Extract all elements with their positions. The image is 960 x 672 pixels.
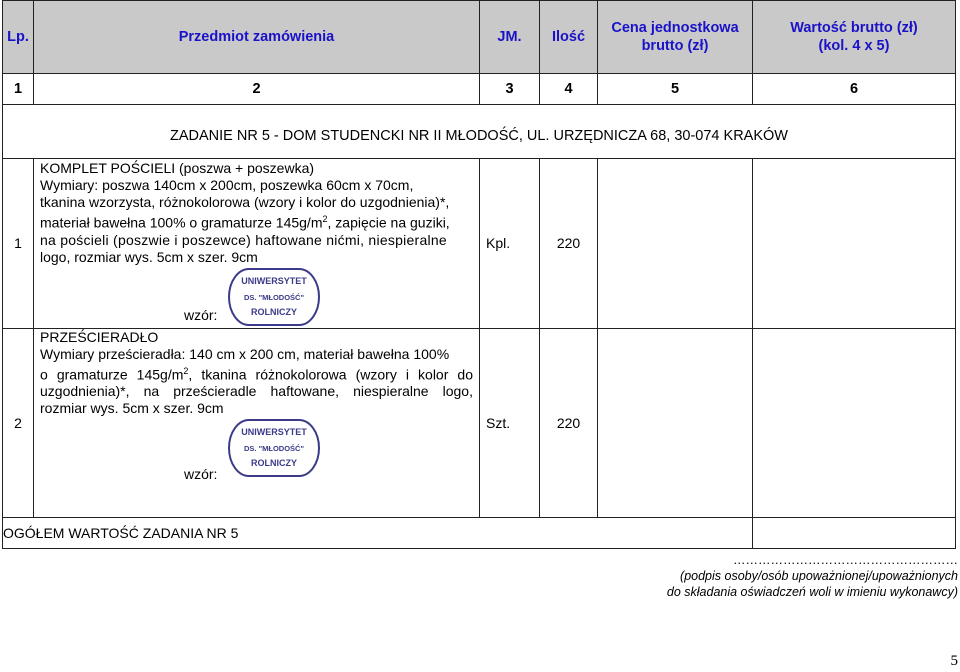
row-line-material xyxy=(40,363,473,384)
row-description xyxy=(34,328,480,517)
row-line: o gramaturze 145g/m xyxy=(40,366,184,383)
row-value xyxy=(753,159,956,329)
row-description xyxy=(34,159,480,329)
row-unit-price xyxy=(598,159,753,329)
row-line: Wymiary: poszwa 140cm x 200cm, poszewka 60cm x 70cm, xyxy=(40,177,414,193)
row-qty: 220 xyxy=(540,159,598,329)
total-label: OGÓŁEM WARTOŚĆ ZADANIA NR 5 xyxy=(3,517,753,548)
stamp-area xyxy=(40,417,473,487)
row-lp: 2 xyxy=(3,328,34,517)
row-unit: Szt. xyxy=(480,328,540,517)
row-line-material xyxy=(40,211,473,232)
row-line: logo, rozmiar wys. 5cm x szer. 9cm xyxy=(40,248,258,265)
row-lp: 1 xyxy=(3,159,34,329)
header-unit: JM. xyxy=(480,1,540,74)
row-value xyxy=(753,328,956,517)
row-unit: Kpl. xyxy=(480,159,540,329)
wzor-label: wzór: xyxy=(184,466,218,483)
header-value-l1: Wartość brutto (zł) xyxy=(790,20,918,36)
row-line: , zapięcie na guziki, xyxy=(327,214,450,231)
row-line: rozmiar wys. 5cm x szer. 9cm xyxy=(40,400,224,417)
page-number: 5 xyxy=(950,653,958,669)
header-value-l2: (kol. 4 x 5) xyxy=(818,38,890,54)
header-item: Przedmiot zamówienia xyxy=(34,1,480,74)
stamp-bottom-text: ROLNICZY xyxy=(251,458,297,469)
header-unit-price-l2: brutto (zł) xyxy=(641,38,709,54)
task-title-row xyxy=(3,105,956,159)
stamp-top-text: UNIWERSYTET xyxy=(241,275,307,286)
row-line: na pościeli (poszwie i poszewce) haftowane nićmi, niespieralne xyxy=(40,231,447,248)
signature-line: ……………………………………………… xyxy=(733,553,958,567)
stamp-middle-text: DS. "MŁODOŚĆ" xyxy=(243,292,305,302)
row-title-suffix: (poszwa + poszewka) xyxy=(175,160,315,176)
table-row xyxy=(3,159,956,329)
row-title: PRZEŚCIERADŁO xyxy=(40,328,159,345)
order-table xyxy=(2,0,956,549)
header-value xyxy=(753,1,956,74)
row-line: materiał bawełna 100% o gramaturze 145g/m xyxy=(40,214,323,231)
row-line: tkanina wzorzysta, różnokolorowa (wzory i kolor do uzgodnienia)*, xyxy=(40,194,450,210)
total-row xyxy=(3,517,956,548)
signature-block xyxy=(667,552,958,600)
header-unit-price xyxy=(598,1,753,74)
row-qty: 220 xyxy=(540,328,598,517)
column-number: 6 xyxy=(753,74,956,105)
row-line: , tkanina różnokolorowa (wzory i kolor do xyxy=(188,366,473,383)
column-number: 5 xyxy=(598,74,753,105)
signature-caption-1: (podpis osoby/osób upoważnionej/upoważnionych xyxy=(680,569,958,583)
header-lp: Lp. xyxy=(3,1,34,74)
row-line: uzgodnienia)*, na prześcieradle haftowane, niespieralne logo, xyxy=(40,383,473,400)
stamp-middle-text: DS. "MŁODOŚĆ" xyxy=(243,444,305,454)
header-unit-price-l1: Cena jednostkowa xyxy=(611,20,739,36)
column-number: 3 xyxy=(480,74,540,105)
wzor-label: wzór: xyxy=(184,306,218,323)
header-row xyxy=(3,1,956,74)
row-line: Wymiary prześcieradła: 140 cm x 200 cm, materiał bawełna 100% xyxy=(40,345,450,362)
total-value xyxy=(753,517,956,548)
table-row xyxy=(3,328,956,517)
superscript: 2 xyxy=(322,214,328,224)
signature-caption-2: do składania oświadczeń woli w imieniu wykonawcy) xyxy=(666,585,958,599)
column-number: 4 xyxy=(540,74,598,105)
stamp-area xyxy=(40,266,473,328)
logo-stamp xyxy=(228,419,320,477)
superscript: 2 xyxy=(183,365,189,376)
column-numbers-row xyxy=(3,74,956,105)
column-number: 1 xyxy=(3,74,34,105)
task-title: ZADANIE NR 5 - DOM STUDENCKI NR II MŁODOŚĆ, UL. URZĘDNICZA 68, 30-074 KRAKÓW xyxy=(3,105,956,159)
header-qty: Ilość xyxy=(540,1,598,74)
stamp-top-text: UNIWERSYTET xyxy=(241,427,307,438)
stamp-bottom-text: ROLNICZY xyxy=(251,306,297,317)
column-number: 2 xyxy=(34,74,480,105)
row-title: KOMPLET POŚCIELI xyxy=(40,160,176,176)
logo-stamp xyxy=(228,268,320,326)
row-unit-price xyxy=(598,328,753,517)
